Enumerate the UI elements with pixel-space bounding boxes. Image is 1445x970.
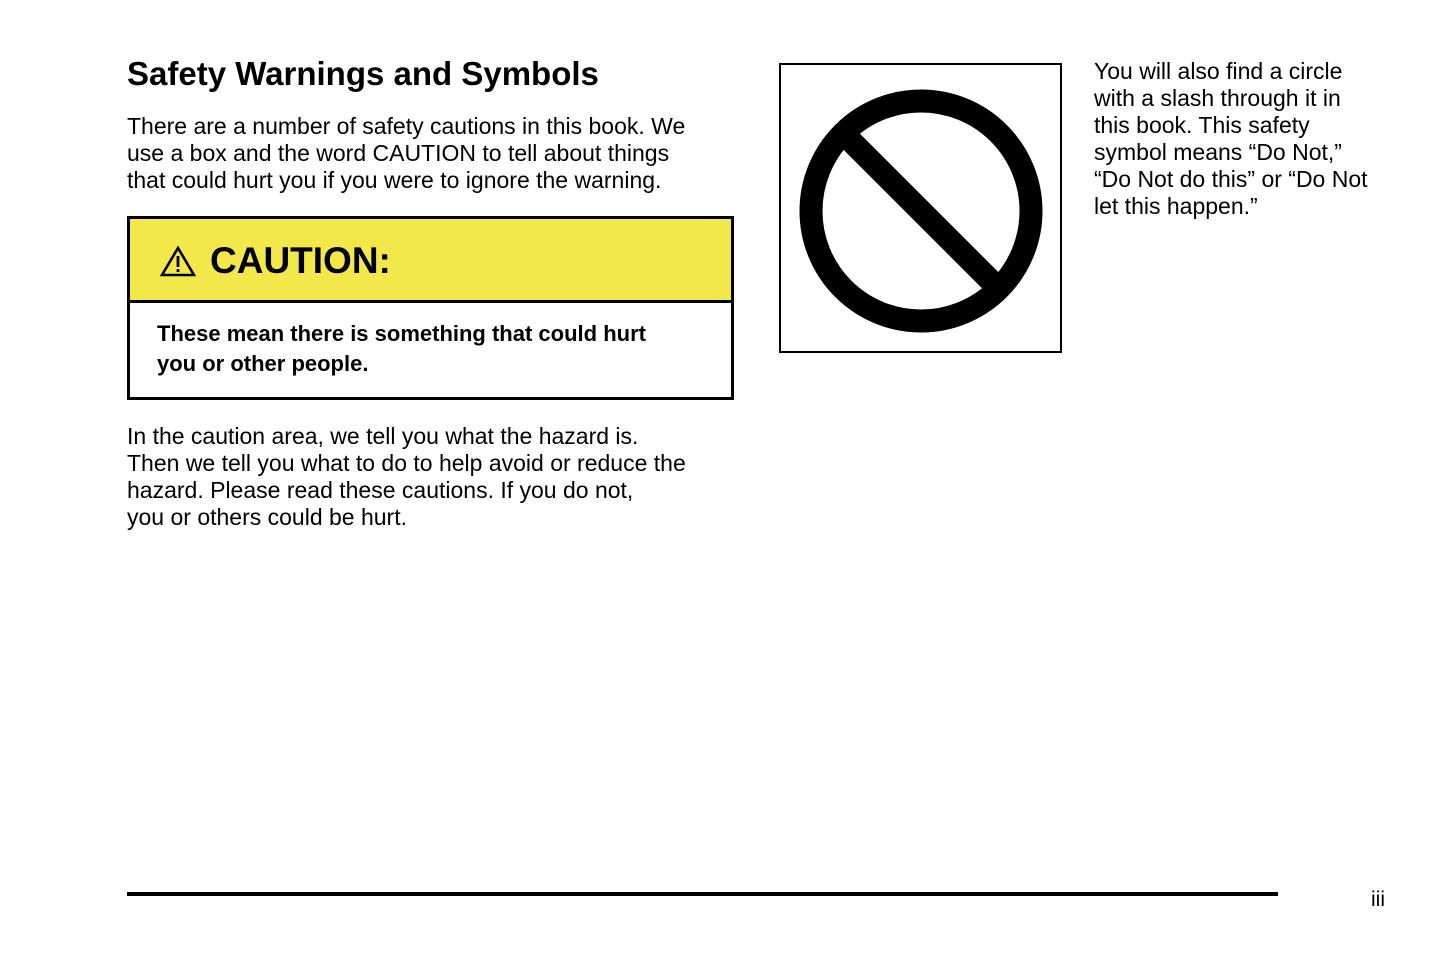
hazard-line: hazard. Please read these cautions. If you do not,	[127, 477, 634, 503]
caution-body	[157, 319, 646, 379]
intro-line: There are a number of safety cautions in this book. We	[127, 113, 686, 139]
page-title: Safety Warnings and Symbols	[127, 55, 599, 92]
page-number: iii	[1371, 888, 1385, 911]
hazard-line: In the caution area, we tell you what the hazard is.	[127, 423, 639, 449]
caution-body-line: These mean there is something that could hurt	[157, 321, 646, 346]
intro-line: use a box and the word CAUTION to tell about things	[127, 140, 670, 166]
symbol-line: with a slash through it in	[1094, 85, 1341, 111]
warning-triangle-icon	[160, 246, 196, 277]
symbol-line: symbol means “Do Not,”	[1094, 139, 1342, 165]
do-not-circle-slash-icon	[797, 87, 1045, 335]
hazard-paragraph	[127, 423, 686, 531]
symbol-line: You will also find a circle	[1094, 58, 1343, 84]
hazard-line: Then we tell you what to do to help avoid or reduce the	[127, 450, 686, 476]
caution-body-line: you or other people.	[157, 351, 369, 376]
caution-heading: CAUTION:	[210, 240, 391, 281]
symbol-line: “Do Not do this” or “Do Not	[1094, 166, 1368, 192]
intro-line: that could hurt you if you were to ignore the warning.	[127, 167, 662, 193]
caution-box	[127, 216, 734, 400]
footer-rule	[127, 892, 1278, 896]
symbol-paragraph	[1094, 58, 1368, 220]
symbol-line: let this happen.”	[1094, 193, 1258, 219]
do-not-symbol-frame	[779, 63, 1062, 353]
symbol-line: this book. This safety	[1094, 112, 1310, 138]
hazard-line: you or others could be hurt.	[127, 504, 407, 530]
caution-header	[130, 219, 731, 303]
intro-paragraph	[127, 113, 685, 194]
